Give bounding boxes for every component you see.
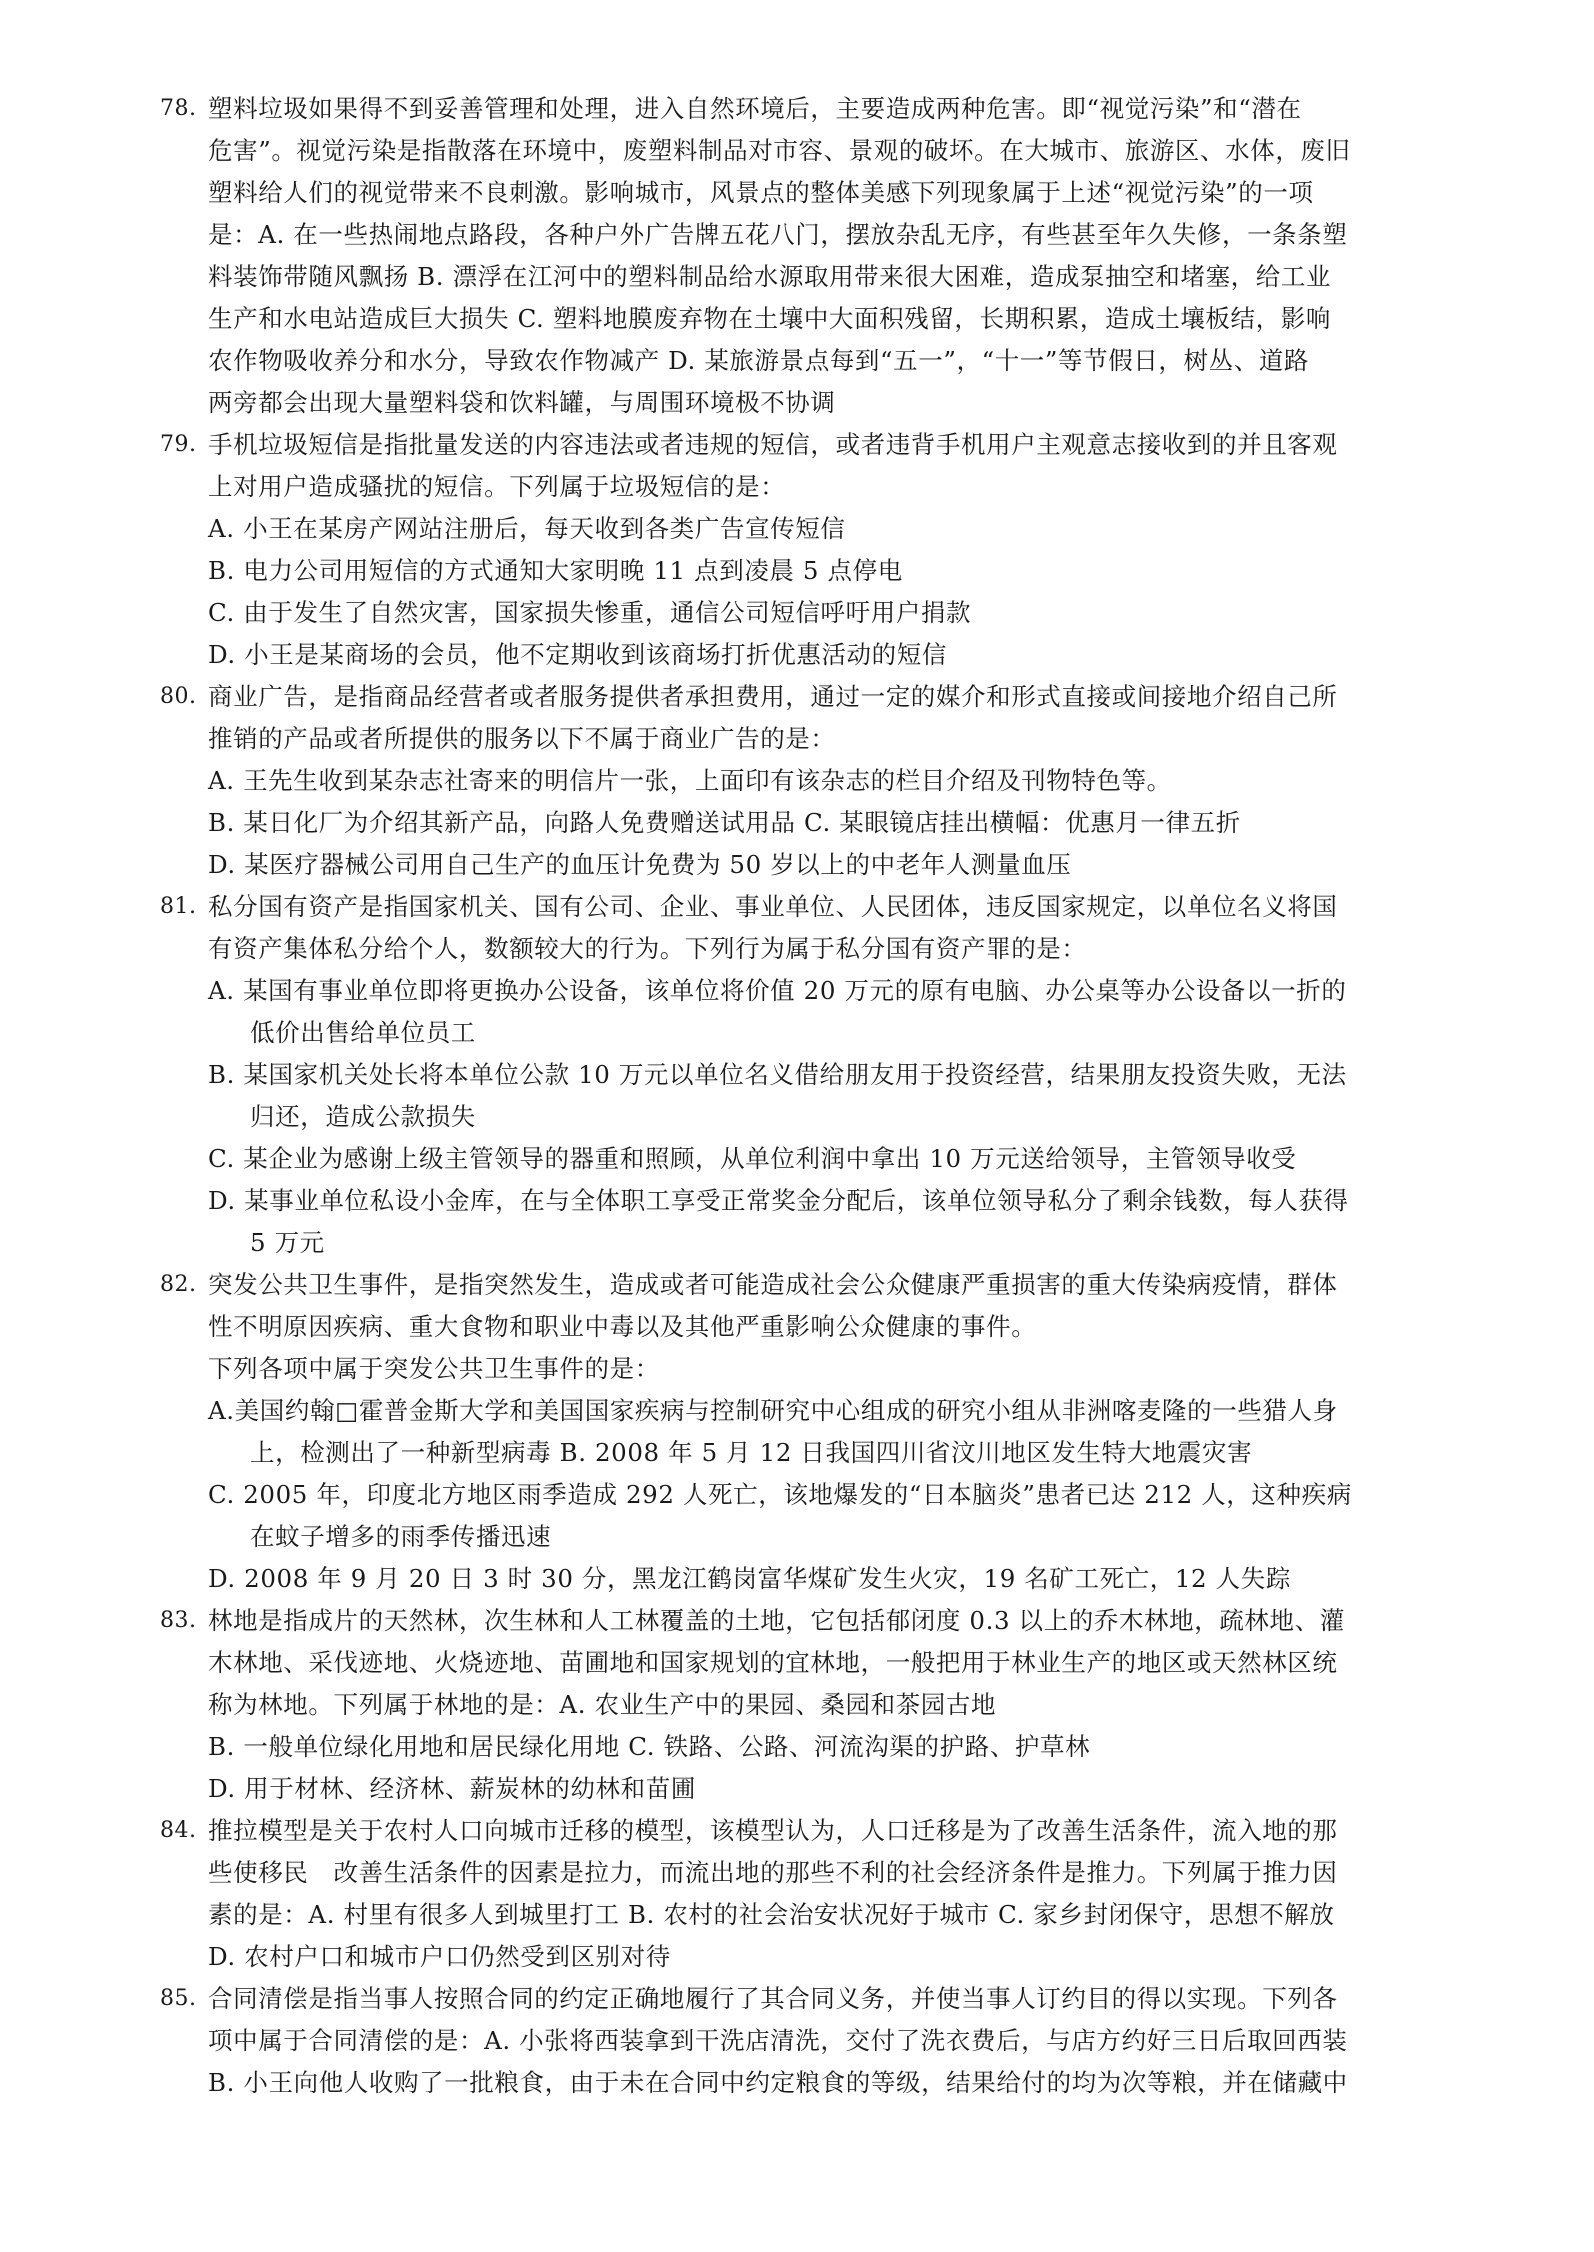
stem-line: 商业广告，是指商品经营者或者服务提供者承担费用，通过一定的媒介和形式直接或间接地介绍自己所 [208, 682, 1338, 711]
question-81 [160, 886, 1474, 1264]
option-line: A.美国约翰□霍普金斯大学和美国国家疾病与控制研究中心组成的研究小组从非洲喀麦隆的一些猎人身 [208, 1396, 1338, 1425]
option-line: A. 小王在某房产网站注册后，每天收到各类广告宣传短信 [208, 514, 846, 543]
stem-line: 素的是：A. 村里有很多人到城里打工 B. 农村的社会治安状况好于城市 C. 家乡封闭保守，思想不解放 [208, 1900, 1335, 1929]
question-stem [208, 88, 1474, 424]
question-body [208, 88, 1474, 424]
option-continuation-line: 低价出售给单位员工 [250, 1018, 476, 1047]
question-number: 78. [160, 96, 197, 121]
question-stem [208, 1810, 1474, 1936]
question-85 [160, 1978, 1474, 2104]
question-79 [160, 424, 1474, 676]
stem-line: 突发公共卫生事件，是指突然发生，造成或者可能造成社会公众健康严重损害的重大传染病疫情，群体 [208, 1270, 1338, 1299]
answer-option [208, 1390, 1474, 1474]
option-line: A. 王先生收到某杂志社寄来的明信片一张，上面印有该杂志的栏目介绍及刊物特色等。 [208, 766, 1172, 795]
question-78 [160, 88, 1474, 424]
stem-line: 手机垃圾短信是指批量发送的内容违法或者违规的短信，或者违背手机用户主观意志接收到的并且客观 [208, 430, 1338, 459]
question-82 [160, 1264, 1474, 1600]
question-number: 81. [160, 894, 197, 919]
option-line: A. 某国有事业单位即将更换办公设备，该单位将价值 20 万元的原有电脑、办公桌等办公设备以一折的 [208, 976, 1347, 1005]
option-line: B. 某日化厂为介绍其新产品，向路人免费赠送试用品 C. 某眼镜店挂出横幅：优惠月一律五折 [208, 808, 1241, 837]
answer-option [208, 592, 1474, 634]
stem-line: 推拉模型是关于农村人口向城市迁移的模型，该模型认为，人口迁移是为了改善生活条件，流入地的那 [208, 1816, 1338, 1845]
stem-line: 木林地、采伐迹地、火烧迹地、苗圃地和国家规划的宜林地，一般把用于林业生产的地区或天然林区统 [208, 1648, 1338, 1677]
stem-line: 生产和水电站造成巨大损失 C. 塑料地膜废弃物在土壤中大面积残留，长期积累，造成土壤板结，影响 [208, 304, 1331, 333]
option-line: C. 某企业为感谢上级主管领导的器重和照顾，从单位利润中拿出 10 万元送给领导，主管领导收受 [208, 1144, 1297, 1173]
option-continuation-line: 5 万元 [250, 1228, 325, 1257]
option-line: B. 一般单位绿化用地和居民绿化用地 C. 铁路、公路、河流沟渠的护路、护草林 [208, 1732, 1091, 1761]
option-line: D. 农村户口和城市户口仍然受到区别对待 [208, 1942, 671, 1971]
stem-line: 推销的产品或者所提供的服务以下不属于商业广告的是： [208, 724, 836, 753]
stem-line: 些使移民 改善生活条件的因素是拉力，而流出地的那些不利的社会经济条件是推力。下列属于推力因 [208, 1858, 1338, 1887]
question-84 [160, 1810, 1474, 1978]
answer-option [208, 1138, 1474, 1180]
stem-line: 有资产集体私分给个人，数额较大的行为。下列行为属于私分国有资产罪的是： [208, 934, 1087, 963]
question-number: 80. [160, 684, 197, 709]
answer-option [208, 1558, 1474, 1600]
option-line: B. 电力公司用短信的方式通知大家明晚 11 点到凌晨 5 点停电 [208, 556, 903, 585]
answer-option [208, 760, 1474, 802]
question-body [208, 1264, 1474, 1600]
question-body [208, 1810, 1474, 1978]
stem-line: 性不明原因疾病、重大食物和职业中毒以及其他严重影响公众健康的事件。 [208, 1312, 1037, 1341]
question-stem [208, 886, 1474, 970]
stem-line: 塑料垃圾如果得不到妥善管理和处理，进入自然环境后，主要造成两种危害。即“视觉污染”和“潜在 [208, 94, 1302, 123]
option-line: D. 用于材林、经济林、薪炭林的幼林和苗圃 [208, 1774, 696, 1803]
question-number: 85. [160, 1986, 197, 2011]
question-number: 84. [160, 1818, 197, 1843]
option-line: C. 由于发生了自然灾害，国家损失惨重，通信公司短信呼吁用户捐款 [208, 598, 972, 627]
option-continuation-line: 上，检测出了一种新型病毒 B. 2008 年 5 月 12 日我国四川省汶川地区发生特大地震灾害 [250, 1438, 1253, 1467]
question-number: 82. [160, 1272, 197, 1297]
option-line: D. 某医疗器械公司用自己生产的血压计免费为 50 岁以上的中老年人测量血压 [208, 850, 1072, 879]
option-line: D. 小王是某商场的会员，他不定期收到该商场打折优惠活动的短信 [208, 640, 947, 669]
stem-line: 是：A. 在一些热闹地点路段，各种户外广告牌五花八门，摆放杂乱无序，有些甚至年久失修，一条条塑 [208, 220, 1348, 249]
answer-option [208, 1180, 1474, 1264]
question-body [208, 424, 1474, 676]
question-list [160, 88, 1474, 2104]
stem-line: 农作物吸收养分和水分，导致农作物减产 D. 某旅游景点每到“五一”，“十一”等节假日，树丛、道路 [208, 346, 1310, 375]
option-line: D. 2008 年 9 月 20 日 3 时 30 分，黑龙江鹤岗富华煤矿发生火灾，19 名矿工死亡，12 人失踪 [208, 1564, 1291, 1593]
question-stem [208, 676, 1474, 760]
stem-line: 上对用户造成骚扰的短信。下列属于垃圾短信的是： [208, 472, 786, 501]
option-line: B. 某国家机关处长将本单位公款 10 万元以单位名义借给朋友用于投资经营，结果朋友投资失败，无法 [208, 1060, 1347, 1089]
stem-line: 项中属于合同清偿的是：A. 小张将西装拿到干洗店清洗，交付了洗衣费后，与店方约好三日后取回西装 [208, 2026, 1348, 2055]
question-stem [208, 1264, 1474, 1390]
stem-line: 下列各项中属于突发公共卫生事件的是： [208, 1354, 660, 1383]
question-number: 79. [160, 432, 197, 457]
stem-line: 料装饰带随风飘扬 B. 漂浮在江河中的塑料制品给水源取用带来很大困难，造成泵抽空和堵塞，给工业 [208, 262, 1332, 291]
answer-option [208, 550, 1474, 592]
question-stem [208, 424, 1474, 508]
stem-line: 称为林地。下列属于林地的是：A. 农业生产中的果园、桑园和茶园古地 [208, 1690, 997, 1719]
answer-option [208, 1726, 1474, 1768]
answer-option [208, 802, 1474, 844]
question-body [208, 1978, 1474, 2104]
question-body [208, 1600, 1474, 1810]
stem-line: 塑料给人们的视觉带来不良刺激。影响城市，风景点的整体美感下列现象属于上述“视觉污染”的一项 [208, 178, 1314, 207]
stem-line: 林地是指成片的天然林，次生林和人工林覆盖的土地，它包括郁闭度 0.3 以上的乔木林地，疏林地、灌 [208, 1606, 1345, 1635]
answer-option [208, 2062, 1474, 2104]
option-line: D. 某事业单位私设小金库，在与全体职工享受正常奖金分配后，该单位领导私分了剩余钱数，每人获得 [208, 1186, 1349, 1215]
answer-option [208, 634, 1474, 676]
option-continuation-line: 归还，造成公款损失 [250, 1102, 476, 1131]
answer-option [208, 1474, 1474, 1558]
question-body [208, 886, 1474, 1264]
option-continuation-line: 在蚊子增多的雨季传播迅速 [250, 1522, 552, 1551]
stem-line: 两旁都会出现大量塑料袋和饮料罐，与周围环境极不协调 [208, 388, 836, 417]
option-line: C. 2005 年，印度北方地区雨季造成 292 人死亡，该地爆发的“日本脑炎”患者已达 212 人，这种疾病 [208, 1480, 1352, 1509]
stem-line: 危害”。视觉污染是指散落在环境中，废塑料制品对市容、景观的破坏。在大城市、旅游区、水体，废旧 [208, 136, 1351, 165]
answer-option [208, 970, 1474, 1054]
question-83 [160, 1600, 1474, 1810]
answer-option [208, 1936, 1474, 1978]
stem-line: 私分国有资产是指国家机关、国有公司、企业、事业单位、人民团体，违反国家规定，以单位名义将国 [208, 892, 1338, 921]
answer-option [208, 1768, 1474, 1810]
option-line: B. 小王向他人收购了一批粮食，由于未在合同中约定粮食的等级，结果给付的均为次等粮，并在储藏中 [208, 2068, 1348, 2097]
question-stem [208, 1600, 1474, 1726]
question-80 [160, 676, 1474, 886]
answer-option [208, 508, 1474, 550]
answer-option [208, 1054, 1474, 1138]
question-stem [208, 1978, 1474, 2062]
stem-line: 合同清偿是指当事人按照合同的约定正确地履行了其合同义务，并使当事人订约目的得以实现。下列各 [208, 1984, 1338, 2013]
answer-option [208, 844, 1474, 886]
question-number: 83. [160, 1608, 197, 1633]
question-body [208, 676, 1474, 886]
